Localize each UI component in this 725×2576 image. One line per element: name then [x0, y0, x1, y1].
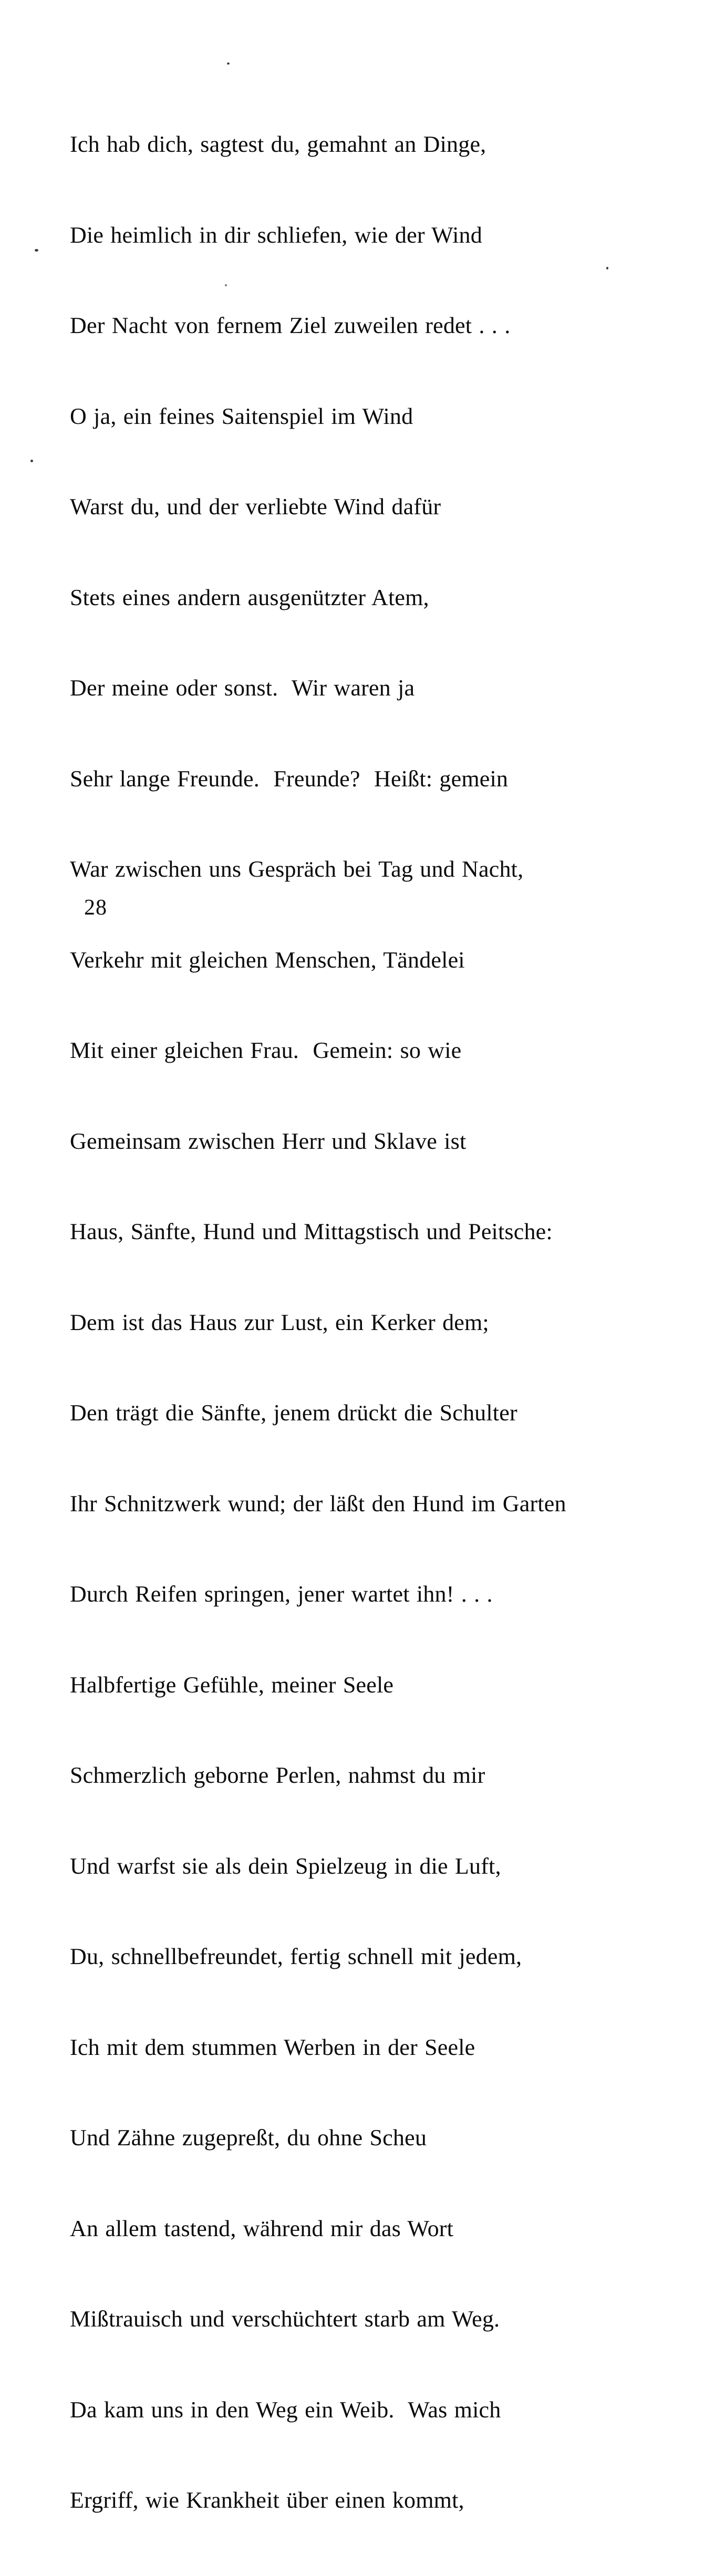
poem-line: Verkehr mit gleichen Menschen, Tändelei	[70, 947, 465, 973]
poem-line: Haus, Sänfte, Hund und Mittagstisch und Peitsche:	[70, 1219, 553, 1244]
poem-line: Mit einer gleichen Frau. Gemein: so wie	[70, 1037, 462, 1063]
poem-line: Der meine oder sonst. Wir waren ja	[70, 675, 415, 701]
poem-line: Stets eines andern ausgenützter Atem,	[70, 584, 429, 610]
poem-line: Ergriff, wie Krankheit über einen kommt,	[70, 2487, 464, 2513]
poem-line: War zwischen uns Gespräch bei Tag und Nacht,	[70, 856, 524, 882]
poem-line: Durch Reifen springen, jener wartet ihn! . . .	[70, 1581, 493, 1607]
poem-line: Die heimlich in dir schliefen, wie der Wind	[70, 222, 482, 248]
scan-speck	[35, 249, 38, 252]
poem-line: Warst du, und der verliebte Wind dafür	[70, 494, 441, 520]
poem-line: Und Zähne zugepreßt, du ohne Scheu	[70, 2125, 427, 2151]
poem-line: Der Nacht von fernem Ziel zuweilen redet . . .	[70, 313, 511, 338]
poem-line: Und warfst sie als dein Spielzeug in die Luft,	[70, 1853, 501, 1879]
poem-line: Den trägt die Sänfte, jenem drückt die Schulter	[70, 1400, 517, 1426]
poem-line: Ich mit dem stummen Werben in der Seele	[70, 2034, 475, 2060]
poem-line: Mißtrauisch und verschüchtert starb am Weg.	[70, 2306, 500, 2332]
page-number: 28	[84, 896, 107, 920]
poem-line: Du, schnellbefreundet, fertig schnell mit jedem,	[70, 1944, 522, 1969]
poem-line: Sehr lange Freunde. Freunde? Heißt: gemein	[70, 765, 509, 792]
poem-line: O ja, ein feines Saitenspiel im Wind	[70, 403, 413, 429]
poem-line: Da kam uns in den Weg ein Weib. Was mich	[70, 2396, 501, 2423]
poem-line: An allem tastend, während mir das Wort	[70, 2215, 454, 2241]
poem-line: Ihr Schnitzwerk wund; der läßt den Hund im Garten	[70, 1490, 566, 1516]
poem-line: Gemeinsam zwischen Herr und Sklave ist	[70, 1128, 467, 1154]
poem-line: Dem ist das Haus zur Lust, ein Kerker dem;	[70, 1309, 489, 1335]
poem-line: Ich hab dich, sagtest du, gemahnt an Dinge,	[70, 131, 486, 157]
poem-line: Schmerzlich geborne Perlen, nahmst du mir	[70, 1762, 485, 1788]
scan-speck	[227, 63, 230, 65]
scan-speck	[30, 460, 33, 462]
poem-line: Halbfertige Gefühle, meiner Seele	[70, 1671, 394, 1698]
poem-text-block	[70, 69, 674, 2576]
